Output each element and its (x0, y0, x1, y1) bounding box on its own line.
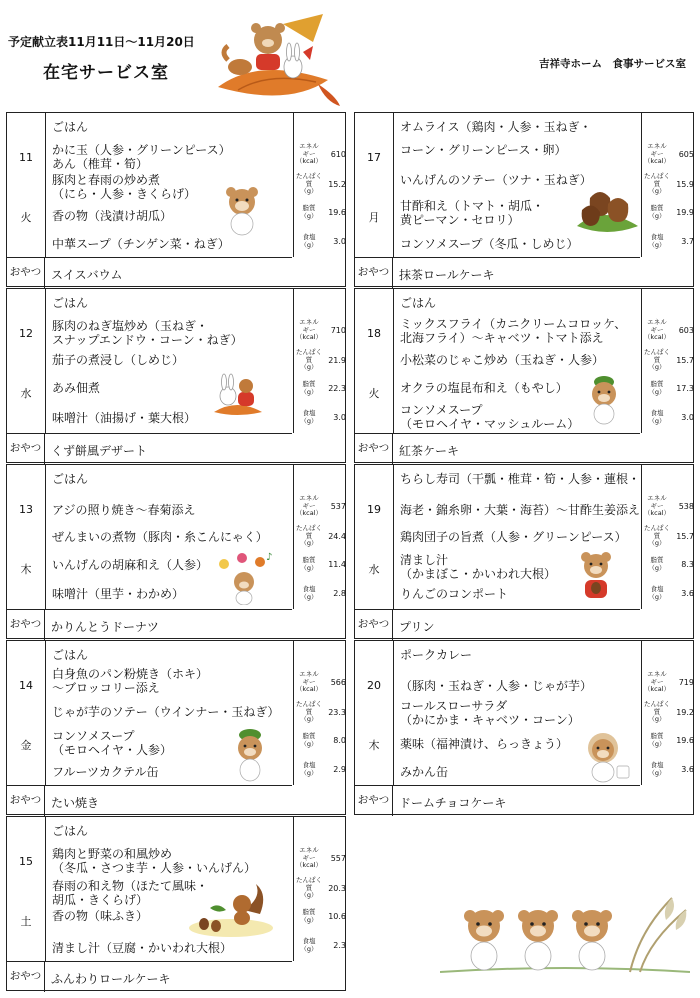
bear-with-leaf-hat-illustration (232, 728, 268, 783)
day-menu-cell (6, 816, 346, 991)
nutrition-panel (640, 641, 695, 816)
menu-item: 白身魚のパン粉焼き（ホキ） ～ブロッコリー添え (52, 667, 209, 695)
nutrition-value: 15.2 (328, 180, 346, 189)
nutrition-fat (640, 205, 695, 235)
three-bears-pampas-grass-illustration (440, 880, 690, 980)
nutrition-protein (292, 349, 347, 379)
nutrition-energy (640, 495, 695, 525)
weekday: 水 (20, 387, 32, 400)
nutrition-value: 3.7 (681, 237, 694, 246)
snack-label: おやつ (355, 433, 393, 464)
snack-row (355, 785, 640, 816)
nutrition-label: エネル ギー （kcal） (643, 494, 671, 517)
nutrition-salt (640, 410, 695, 440)
snack-label: おやつ (7, 433, 45, 464)
nutrition-label: たんぱく 質 （g） (296, 700, 322, 723)
weekday: 木 (368, 739, 380, 752)
nutrition-value: 3.6 (681, 589, 694, 598)
date-column (7, 113, 45, 257)
snack-name: かりんとうドーナツ (51, 620, 159, 634)
menu-item: 味噌汁（油揚げ・葉大根） (52, 411, 197, 425)
nutrition-label: たんぱく 質 （g） (644, 172, 670, 195)
nutrition-panel (292, 817, 347, 992)
nutrition-value: 11.4 (328, 560, 346, 569)
menu-item: りんごのコンポート (400, 587, 509, 601)
nutrition-protein (292, 173, 347, 203)
nutrition-fat (292, 557, 347, 587)
nutrition-salt (292, 938, 347, 968)
nutrition-fat (640, 733, 695, 763)
menu-item: オクラの塩昆布和え（もやし） (400, 381, 568, 395)
snack-label: おやつ (7, 257, 45, 288)
chestnuts-illustration (572, 186, 642, 236)
nutrition-value: 19.9 (676, 208, 694, 217)
nutrition-fat (292, 205, 347, 235)
day-number: 20 (367, 679, 381, 692)
menu-item: コンソメスープ （モロヘイヤ・マッシュルーム） (400, 403, 580, 431)
nutrition-value: 19.6 (328, 208, 346, 217)
snack-row (355, 609, 640, 640)
svg-text:♪: ♪ (266, 552, 273, 563)
nutrition-salt (292, 586, 347, 616)
snack-row (7, 257, 292, 288)
nutrition-energy (292, 495, 347, 525)
nutrition-value: 19.6 (676, 736, 694, 745)
menu-item: 清まし汁（豆腐・かいわれ大根） (52, 941, 233, 955)
nutrition-label: エネル ギー （kcal） (643, 318, 671, 341)
weekday: 木 (20, 563, 32, 576)
nutrition-label: 脂質 （g） (300, 908, 318, 924)
snack-name: プリン (399, 620, 435, 634)
menu-item: コーン・グリーンピース・卵） (400, 143, 567, 157)
nutrition-protein (640, 701, 695, 731)
snack-label: おやつ (7, 785, 45, 816)
nutrition-label: 脂質 （g） (300, 204, 318, 220)
nutrition-value: 8.0 (333, 736, 346, 745)
nutrition-value: 2.9 (333, 765, 346, 774)
menu-item: ごはん (400, 296, 437, 310)
day-number: 11 (19, 151, 33, 164)
bear-3 (572, 910, 612, 970)
snack-label: おやつ (355, 257, 393, 288)
nutrition-panel (640, 289, 695, 464)
date-column (355, 641, 393, 785)
day-number: 13 (19, 503, 33, 516)
nutrition-label: たんぱく 質 （g） (644, 348, 670, 371)
nutrition-label: エネル ギー （kcal） (295, 318, 323, 341)
menu-item: コンソメスープ（冬瓜・しめじ） (400, 237, 579, 251)
nutrition-energy (640, 671, 695, 701)
menu-item: ミックスフライ（カニクリームコロッケ、 北海フライ）～キャベツ・トマト添え (400, 317, 627, 345)
nutrition-label: 食塩 （g） (300, 409, 318, 425)
nutrition-fat (640, 381, 695, 411)
nutrition-salt (640, 762, 695, 792)
nutrition-label: 食塩 （g） (648, 233, 666, 249)
menu-item: 豚肉のねぎ塩炒め（玉ねぎ・ スナップエンドウ・コーン・ねぎ） (52, 319, 243, 347)
nutrition-label: 食塩 （g） (300, 937, 318, 953)
nutrition-energy (640, 143, 695, 173)
nutrition-energy (292, 143, 347, 173)
nutrition-label: 脂質 （g） (648, 204, 666, 220)
nutrition-label: エネル ギー （kcal） (643, 142, 671, 165)
nutrition-value: 610 (330, 150, 346, 159)
menu-item: 鶏肉団子の旨煮（人参・グリーンピース） (400, 530, 627, 544)
nutrition-salt (640, 586, 695, 616)
day-number: 18 (367, 327, 381, 340)
nutrition-value: 21.9 (328, 356, 346, 365)
nutrition-value: 17.3 (676, 384, 694, 393)
nutrition-value: 15.7 (676, 356, 694, 365)
nutrition-value: 537 (330, 502, 346, 511)
nutrition-label: たんぱく 質 （g） (296, 172, 322, 195)
nutrition-protein (640, 525, 695, 555)
snack-row (355, 433, 640, 464)
snack-name: ドームチョコケーキ (399, 796, 507, 810)
nutrition-label: エネル ギー （kcal） (643, 670, 671, 693)
menu-item: 薬味（福神漬け、らっきょう） (400, 737, 569, 751)
menu-item: いんげんのソテー（ツナ・玉ねぎ） (400, 173, 592, 187)
nutrition-value: 19.2 (676, 708, 694, 717)
nutrition-value: 566 (330, 678, 346, 687)
nutrition-salt (640, 234, 695, 264)
nutrition-fat (640, 557, 695, 587)
nutrition-label: 食塩 （g） (300, 585, 318, 601)
menu-item: 海老・錦糸卵・大葉・海苔）～甘酢生姜添え (400, 503, 641, 517)
menu-item: 清まし汁 （かまぼこ・かいわれ大根） (400, 553, 557, 581)
day-number: 14 (19, 679, 33, 692)
snack-name: くず餅風デザート (51, 444, 148, 458)
menu-item: アジの照り焼き～春菊添え (52, 503, 196, 517)
menu-item: じゃが芋のソテー（ウインナー・玉ねぎ） (52, 705, 280, 719)
nutrition-label: エネル ギー （kcal） (295, 846, 323, 869)
menu-item: 鶏肉と野菜の和風炒め （冬瓜・さつま芋・人参・いんげん） (52, 847, 257, 875)
nutrition-value: 10.6 (328, 912, 346, 921)
nutrition-label: 脂質 （g） (300, 732, 318, 748)
date-column (7, 465, 45, 609)
nutrition-fat (292, 381, 347, 411)
nutrition-value: 719 (678, 678, 694, 687)
day-menu-cell (354, 640, 694, 815)
snack-name: 紅茶ケーキ (399, 444, 460, 458)
menu-item: ごはん (52, 648, 89, 662)
nutrition-label: たんぱく 質 （g） (296, 524, 322, 547)
bear-character-illustration (222, 182, 262, 237)
weekday: 火 (20, 211, 32, 224)
menu-item: ごはん (52, 120, 89, 134)
menu-item: 甘酢和え（トマト・胡瓜・ 黄ピーマン・セロリ） (400, 199, 545, 227)
snack-name: 抹茶ロールケーキ (399, 268, 495, 282)
day-menu-cell (6, 288, 346, 463)
menu-item: 豚肉と春雨の炒め煮 （にら・人参・きくらげ） (52, 173, 197, 201)
day-menu-cell (354, 112, 694, 287)
menu-item: ごはん (52, 296, 89, 310)
nutrition-energy (292, 671, 347, 701)
nutrition-label: たんぱく 質 （g） (644, 524, 670, 547)
nutrition-label: エネル ギー （kcal） (295, 670, 323, 693)
snack-row (355, 257, 640, 288)
organization-name: 吉祥寺ホーム 食事サービス室 (539, 58, 686, 70)
snack-name: スイスバウム (51, 268, 123, 282)
nutrition-label: 脂質 （g） (648, 556, 666, 572)
nutrition-value: 2.8 (333, 589, 346, 598)
menu-item: フルーツカクテル缶 (52, 765, 159, 779)
nutrition-label: 脂質 （g） (648, 380, 666, 396)
day-number: 15 (19, 855, 33, 868)
day-number: 17 (367, 151, 381, 164)
snack-label: おやつ (355, 785, 393, 816)
menu-item: オムライス（鶏肉・人参・玉ねぎ・ (400, 120, 592, 134)
nutrition-label: 食塩 （g） (300, 233, 318, 249)
menu-item: あみ佃煮 (52, 381, 101, 395)
nutrition-value: 22.3 (328, 384, 346, 393)
nutrition-protein (640, 173, 695, 203)
day-number: 19 (367, 503, 381, 516)
nutrition-value: 20.3 (328, 884, 346, 893)
menu-item: 香の物（浅漬け胡瓜） (52, 209, 173, 223)
weekday: 金 (20, 739, 32, 752)
nutrition-energy (292, 319, 347, 349)
nutrition-fat (292, 909, 347, 939)
date-column (7, 289, 45, 433)
snack-label: おやつ (355, 609, 393, 640)
day-number: 12 (19, 327, 33, 340)
menu-item: ちらし寿司（干瓢・椎茸・筍・人参・蓮根・ (400, 472, 641, 486)
menu-item: ごはん (52, 824, 89, 838)
date-column (7, 817, 45, 961)
autumn-animals-illustration (198, 12, 348, 107)
nutrition-value: 23.3 (328, 708, 346, 717)
nutrition-value: 557 (330, 854, 346, 863)
nutrition-protein (292, 525, 347, 555)
menu-subtitle: 予定献立表11月11日～11月20日 (8, 35, 195, 49)
nutrition-label: たんぱく 質 （g） (296, 348, 322, 371)
day-menu-cell (354, 288, 694, 463)
menu-item: ぜんまいの煮物（豚肉・糸こんにゃく） (52, 530, 268, 544)
nutrition-value: 603 (678, 326, 694, 335)
menu-item: ポークカレー (400, 648, 473, 662)
day-menu-cell (6, 640, 346, 815)
bear-1 (464, 910, 504, 970)
bear-with-leaf-illustration (586, 374, 622, 426)
singing-animals-illustration (214, 550, 274, 605)
weekday: 土 (20, 915, 32, 928)
nutrition-label: エネル ギー （kcal） (295, 494, 323, 517)
nutrition-panel (292, 289, 347, 464)
nutrition-value: 3.0 (681, 413, 694, 422)
nutrition-value: 710 (330, 326, 346, 335)
weekday: 月 (368, 211, 380, 224)
menu-item: 中華スープ（チンゲン菜・ねぎ） (52, 237, 230, 251)
nutrition-value: 538 (678, 502, 694, 511)
nutrition-value: 15.7 (676, 532, 694, 541)
weekday: 火 (368, 387, 380, 400)
nutrition-label: 脂質 （g） (648, 732, 666, 748)
nutrition-label: 脂質 （g） (300, 380, 318, 396)
nutrition-label: たんぱく 質 （g） (296, 876, 322, 899)
day-menu-cell (354, 464, 694, 639)
nutrition-label: 食塩 （g） (648, 585, 666, 601)
nutrition-salt (292, 410, 347, 440)
snack-row (7, 433, 292, 464)
snack-name: たい焼き (51, 796, 100, 810)
nutrition-value: 15.9 (676, 180, 694, 189)
nutrition-salt (292, 234, 347, 264)
nutrition-panel (292, 641, 347, 816)
menu-item: 茄子の煮浸し（しめじ） (52, 353, 185, 367)
snack-label: おやつ (7, 961, 45, 992)
menu-item: 香の物（味ふき） (52, 909, 149, 923)
nutrition-fat (292, 733, 347, 763)
rabbit-squirrel-illustration (210, 368, 265, 418)
nutrition-label: 食塩 （g） (648, 409, 666, 425)
menu-item: ごはん (52, 472, 89, 486)
nutrition-value: 2.3 (333, 941, 346, 950)
menu-item: 春雨の和え物（ほたて風味・ 胡瓜・きくらげ） (52, 879, 209, 907)
nutrition-value: 8.3 (681, 560, 694, 569)
nutrition-panel (292, 465, 347, 640)
snack-row (7, 961, 292, 992)
bear-with-hood-illustration (583, 728, 633, 783)
nutrition-value: 24.4 (328, 532, 346, 541)
nutrition-value: 3.0 (333, 237, 346, 246)
nutrition-energy (640, 319, 695, 349)
snack-row (7, 609, 292, 640)
nutrition-protein (292, 701, 347, 731)
menu-item: コンソメスープ （モロヘイヤ・人参） (52, 729, 173, 757)
squirrel-with-acorns-illustration (186, 880, 276, 938)
snack-row (7, 785, 292, 816)
nutrition-label: 食塩 （g） (300, 761, 318, 777)
nutrition-value: 3.6 (681, 765, 694, 774)
snack-label: おやつ (7, 609, 45, 640)
menu-item: 小松菜のじゃこ炒め（玉ねぎ・人参） (400, 353, 605, 367)
nutrition-panel (640, 113, 695, 288)
nutrition-label: たんぱく 質 （g） (644, 700, 670, 723)
bear-with-acorn-illustration (578, 548, 614, 604)
menu-item: いんげんの胡麻和え（人参） (52, 558, 209, 572)
nutrition-label: 脂質 （g） (300, 556, 318, 572)
snack-name: ふんわりロールケーキ (51, 972, 171, 986)
menu-item: コールスローサラダ （かにかま・キャベツ・コーン） (400, 699, 580, 727)
nutrition-salt (292, 762, 347, 792)
bear-2 (518, 910, 558, 970)
menu-item: みかん缶 (400, 765, 449, 779)
menu-item: 味噌汁（里芋・わかめ） (52, 587, 185, 601)
menu-item: （豚肉・玉ねぎ・人参・じゃが芋） (400, 679, 593, 693)
nutrition-protein (292, 877, 347, 907)
nutrition-energy (292, 847, 347, 877)
nutrition-panel (640, 465, 695, 640)
date-column (355, 465, 393, 609)
date-column (355, 113, 393, 257)
date-column (7, 641, 45, 785)
day-menu-cell (6, 464, 346, 639)
date-column (355, 289, 393, 433)
nutrition-panel (292, 113, 347, 288)
nutrition-protein (640, 349, 695, 379)
menu-item: かに玉（人参・グリーンピース） あん（椎茸・筍） (52, 143, 231, 171)
page-title: 在宅サービス室 (43, 63, 169, 83)
nutrition-label: エネル ギー （kcal） (295, 142, 323, 165)
nutrition-value: 3.0 (333, 413, 346, 422)
nutrition-label: 食塩 （g） (648, 761, 666, 777)
nutrition-value: 605 (678, 150, 694, 159)
weekday: 水 (368, 563, 380, 576)
day-menu-cell (6, 112, 346, 287)
